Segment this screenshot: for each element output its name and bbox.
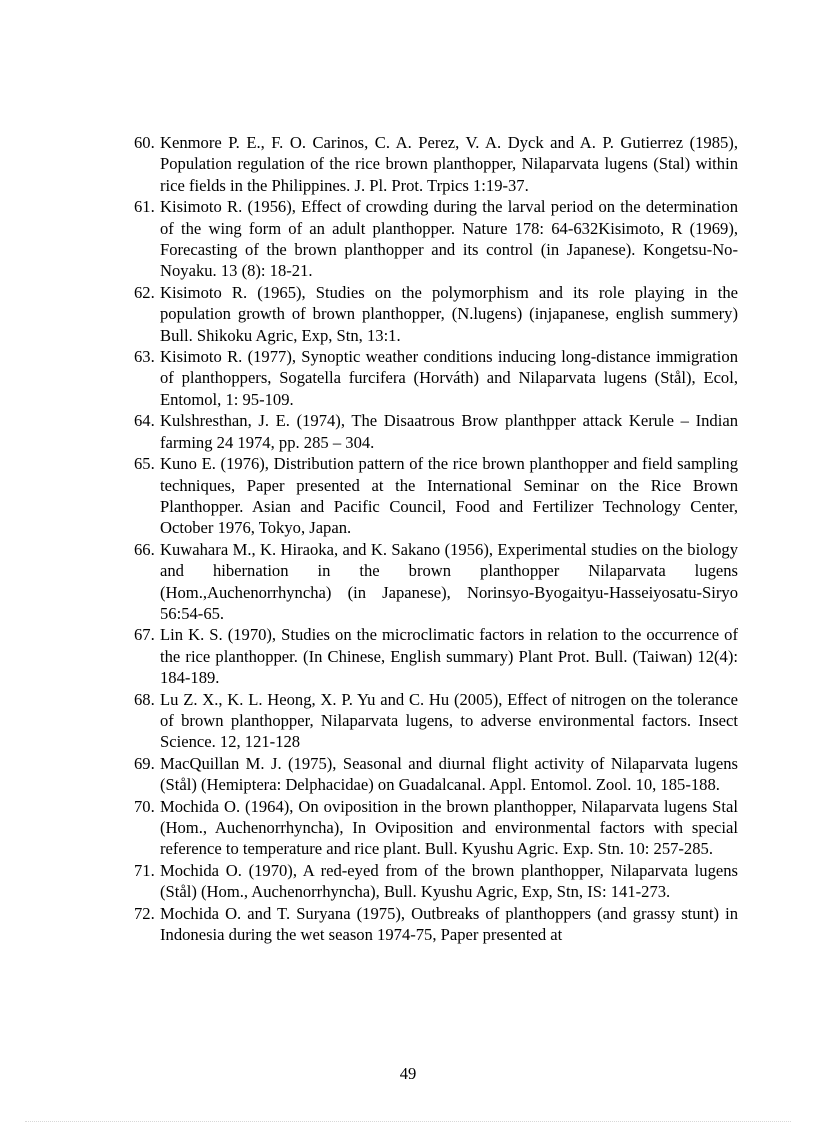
reference-text: Kuno E. (1976), Distribution pattern of the rice brown planthopper and field sampling techniques, Paper presented at the International Seminar on the Rice Brown Planthopper. Asian and Pacific Council, Food and Fertilizer Technology Center, October 1976, Tokyo, Japan. <box>160 454 738 538</box>
reference-number: 63. <box>134 347 155 367</box>
reference-text: Lu Z. X., K. L. Heong, X. P. Yu and C. Hu (2005), Effect of nitrogen on the tolerance of brown planthopper, Nilaparvata lugens, to adverse environmental factors. Insect Science. 12, 121-128 <box>160 689 738 752</box>
reference-list <box>134 132 738 945</box>
reference-item <box>134 539 738 625</box>
reference-text: Kisimoto R. (1977), Synoptic weather conditions inducing long-distance immigration of planthoppers, Sogatella furcifera (Horváth) and Nilaparvata lugens (Stål), Ecol, Entomol, 1: 95-109. <box>160 347 738 409</box>
reference-number: 67. <box>134 625 155 645</box>
reference-text: Kisimoto R. (1956), Effect of crowding during the larval period on the determination of the wing form of an adult planthopper. Nature 178: 64-632Kisimoto, R (1969), Forecasting of the brown planthopper and its control (in Japanese). Kongetsu-No-Noyaku. 13 (8): 18-21. <box>160 197 738 281</box>
reference-number: 66. <box>134 539 155 559</box>
reference-item <box>134 624 738 688</box>
page-number: 49 <box>399 1064 417 1083</box>
reference-item <box>134 796 738 860</box>
reference-text: Mochida O. (1964), On oviposition in the brown planthopper, Nilaparvata lugens Stal (Hom., Auchenorrhyncha), In Oviposition and environmental factors with special reference to temperature and rice plant. Bull. Kyushu Agric. Exp. Stn. 10: 257-285. <box>160 796 738 859</box>
reference-item <box>134 903 738 946</box>
reference-number: 60. <box>134 133 155 152</box>
reference-item <box>134 860 738 903</box>
page-edge-divider <box>25 1121 791 1122</box>
reference-number: 71. <box>134 860 155 880</box>
reference-text: Kisimoto R. (1965), Studies on the polymorphism and its role playing in the population growth of brown planthopper, (N.lugens) (injapanese, english summery) Bull. Shikoku Agric, Exp, Stn, 13:1. <box>160 282 738 345</box>
reference-item <box>134 753 738 796</box>
reference-item <box>134 689 738 753</box>
reference-item <box>134 410 738 453</box>
reference-text: Mochida O. and T. Suryana (1975), Outbreaks of planthoppers (and grassy stunt) in Indonesia during the wet season 1974-75, Paper presented at <box>160 903 738 945</box>
reference-text: Kuwahara M., K. Hiraoka, and K. Sakano (1956), Experimental studies on the biology and hibernation in the brown planthopper Nilaparvata lugens (Hom.,Auchenorrhyncha) (in Japanese), Norinsyo-Byogaityu-Hasseiyosatu-Siryo 56:54-65. <box>160 539 738 623</box>
reference-number: 62. <box>134 282 155 302</box>
reference-number: 68. <box>134 689 155 709</box>
reference-item <box>134 346 738 410</box>
reference-number: 69. <box>134 753 155 773</box>
reference-number: 70. <box>134 796 155 816</box>
reference-number: 72. <box>134 903 155 923</box>
reference-number: 61. <box>134 197 155 217</box>
reference-number: 65. <box>134 454 155 474</box>
reference-text: Kulshresthan, J. E. (1974), The Disaatrous Brow planthpper attack Kerule – Indian farming 24 1974, pp. 285 – 304. <box>160 411 738 452</box>
reference-text: Lin K. S. (1970), Studies on the microclimatic factors in relation to the occurrence of the rice planthopper. (In Chinese, English summary) Plant Prot. Bull. (Taiwan) 12(4): 184-189. <box>160 625 738 688</box>
reference-item <box>134 132 738 196</box>
reference-item <box>134 282 738 346</box>
reference-text: Kenmore P. E., F. O. Carinos, C. A. Perez, V. A. Dyck and A. P. Gutierrez (1985), Population regulation of the rice brown planthopper, Nilaparvata lugens (Stal) within rice fields in the Philippines. J. Pl. Prot. Trpics 1:19-37. <box>160 133 738 195</box>
reference-item <box>134 453 738 539</box>
reference-item <box>134 196 738 282</box>
reference-text: MacQuillan M. J. (1975), Seasonal and diurnal flight activity of Nilaparvata lugens (Stål) (Hemiptera: Delphacidae) on Guadalcanal. Appl. Entomol. Zool. 10, 185-188. <box>160 753 738 795</box>
reference-number: 64. <box>134 411 155 431</box>
reference-text: Mochida O. (1970), A red-eyed from of the brown planthopper, Nilaparvata lugens (Stål) (Hom., Auchenorrhyncha), Bull. Kyushu Agric, Exp, Stn, IS: 141-273. <box>160 860 738 902</box>
